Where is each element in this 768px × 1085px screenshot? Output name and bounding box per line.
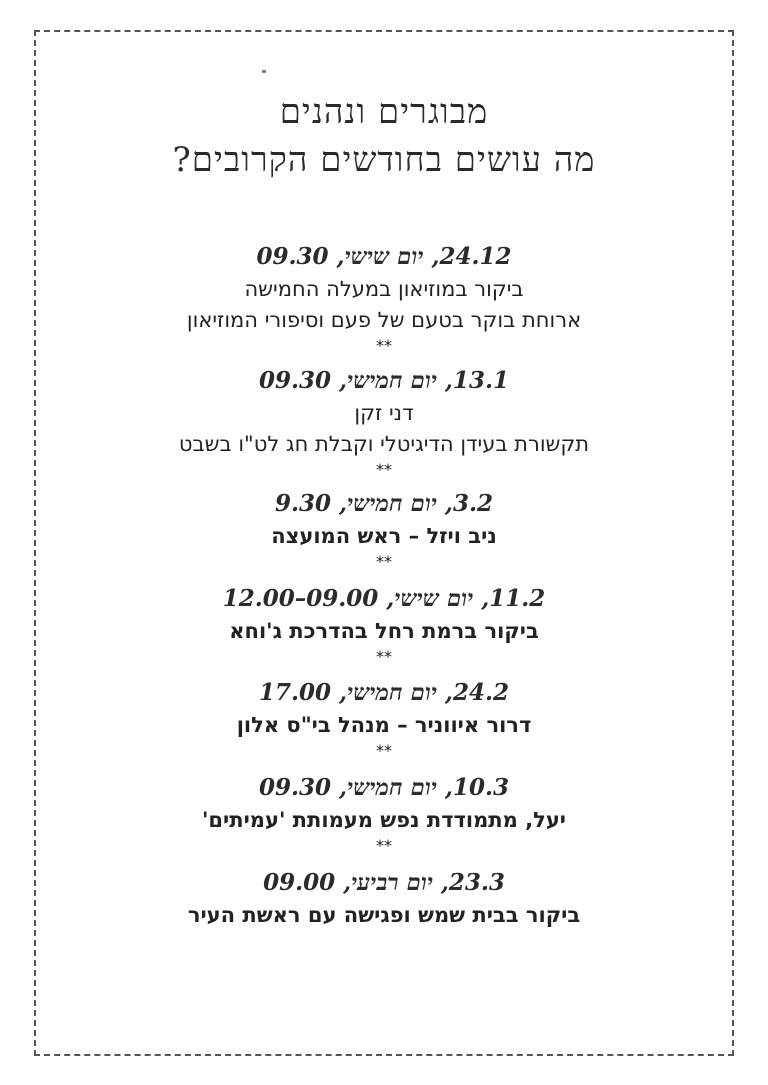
event-date: 13.1, יום חמישי, 09.30 [259, 367, 509, 394]
event-description: ארוחת בוקר בטעם של פעם וסיפורי המוזיאון [186, 308, 582, 332]
event-description: ביקור במוזיאון במעלה החמישה [244, 277, 524, 301]
event-item-7 [34, 866, 734, 931]
event-separator: ** [376, 741, 392, 760]
event-date: 24.2, יום חמישי, 17.00 [259, 679, 509, 706]
scan-speck [262, 70, 266, 73]
event-item-5 [34, 676, 734, 761]
event-date: 24.12, יום שישי, 09.30 [256, 243, 512, 270]
event-item-2 [34, 364, 734, 480]
event-separator: ** [376, 836, 392, 855]
event-item-1 [34, 240, 734, 356]
event-date: 11.2, יום שישי, 09.00–12.00 [222, 585, 546, 612]
event-item-3 [34, 487, 734, 572]
event-separator: ** [376, 647, 392, 666]
page-title-line-2: מה עושים בחודשים הקרובים? [172, 140, 596, 180]
event-description: ניב ויזל – ראש המועצה [271, 524, 497, 548]
event-item-6 [34, 771, 734, 856]
event-description: ביקור ברמת רחל בהדרכת ג'וחא [229, 619, 539, 643]
event-item-4 [34, 582, 734, 667]
event-separator: ** [376, 552, 392, 571]
event-description: יעל, מתמודדת נפש מעמותת 'עמיתים' [202, 808, 566, 832]
event-description: דני זקן [354, 401, 414, 425]
page-title-line-1: מבוגרים ונהנים [279, 92, 489, 132]
event-description: תקשורת בעידן הדיגיטלי וקבלת חג לט"ו בשבט [178, 432, 590, 456]
event-date: 10.3, יום חמישי, 09.30 [259, 774, 509, 801]
event-separator: ** [376, 336, 392, 355]
event-separator: ** [376, 460, 392, 479]
event-description: דרור איווניר – מנהל בי"ס אלון [236, 713, 532, 737]
event-date: 3.2, יום חמישי, 9.30 [275, 490, 493, 517]
event-date: 23.3, יום רביעי, 09.00 [263, 869, 505, 896]
event-description: ביקור בבית שמש ופגישה עם ראשת העיר [187, 903, 581, 927]
